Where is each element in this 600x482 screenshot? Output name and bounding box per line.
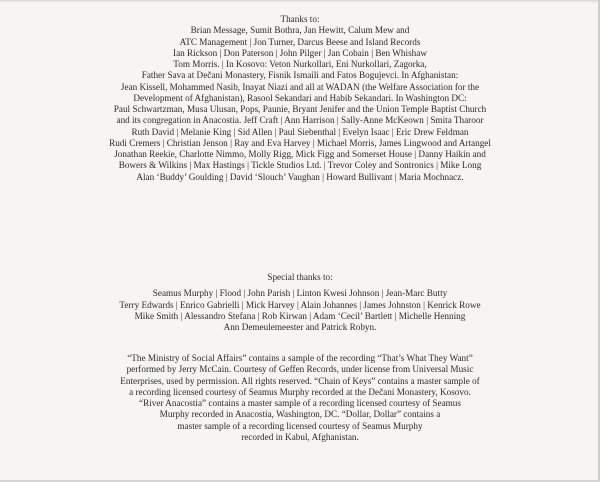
sample-credit-line: performed by Jerry McCain. Courtesy of Geffen Records, under license from Universal Music	[126, 364, 474, 375]
thanks-line: Development of Afghanistan), Rasool Sekandari and Habib Sekandari. In Washington DC:	[133, 92, 467, 103]
thanks-line: Father Sava at Dečani Monastery, Fisnik Ismaili and Fatos Bogujevci. In Afghanistan:	[141, 70, 459, 81]
sample-credit-line: “The Ministry of Social Affairs” contains a sample of the recording “That’s What They Want”	[127, 353, 473, 363]
special-thanks-heading: Special thanks to:	[267, 272, 333, 282]
thanks-line: Paul Schwartzman, Musa Ulusan, Pops, Paunie, Bryant Jenifer and the Union Temple Baptist Church	[113, 104, 487, 114]
sample-credit-line: master sample of a recording licensed courtesy of Seamus Murphy	[177, 420, 423, 431]
thanks-line: Ruth David | Melanie King | Sid Allen | Paul Siebenthal | Evelyn Isaac | Eric Drew Feldman	[131, 126, 469, 137]
thanks-line: Bowers & Wilkins | Max Hastings | Tickle Studios Ltd. | Trevor Coley and Sontronics | Mike Long	[118, 160, 482, 171]
sample-credits-section	[40, 353, 560, 443]
thanks-line: Tom Morris. | In Kosovo: Veton Nurkollari, Eni Nurkollari, Zagorka,	[173, 59, 427, 69]
special-thanks-line: Mike Smith | Alessandro Stefana | Rob Kirwan | Adam ‘Cecil’ Bartlett | Michelle Henning	[134, 310, 466, 321]
page-top-edge	[0, 0, 600, 3]
thanks-line: Brian Message, Sumit Bothra, Jan Hewitt, Calum Mew and	[190, 25, 410, 36]
thanks-heading: Thanks to:	[280, 14, 320, 24]
thanks-line: and its congregation in Anacostia. Jeff Craft | Ann Harrison | Sally-Anne McKeown | Smita Tharoor	[116, 115, 484, 126]
thanks-line: Ian Rickson | Don Paterson | John Pilger | Jan Cobain | Ben Whishaw	[173, 47, 427, 58]
thanks-section	[40, 14, 560, 183]
special-thanks-line: Ann Demeulemeester and Patrick Robyn.	[223, 322, 377, 332]
special-thanks-line: Seamus Murphy | Flood | John Parish | Linton Kwesi Johnson | Jean-Marc Butty	[152, 288, 448, 299]
thanks-line: Jonathan Reekie, Charlotte Nimmo, Molly Rigg, Mick Figg and Somerset House | Danny Haikin and	[114, 149, 486, 159]
sample-credit-line: Murphy recorded in Anacostia, Washington, DC. “Dollar, Dollar” contains a	[159, 409, 441, 420]
special-thanks-section	[40, 272, 560, 333]
sample-credit-line: Enterprises, used by permission. All rights reserved. “Chain of Keys” contains a master sample of	[120, 375, 480, 386]
sample-credit-line: recorded in Kabul, Afghanistan.	[241, 431, 359, 442]
thanks-line: Jean Kissell, Mohammed Nasib, Inayat Niazi and all at WADAN (the Welfare Association for the	[120, 81, 480, 92]
sample-credit-line: a recording licensed courtesy of Seamus Murphy recorded at the Dečani Monastery, Kosovo.	[129, 386, 471, 397]
special-thanks-line: Terry Edwards | Enrico Gabrielli | Mick Harvey | Alain Johannes | James Johnston | Kenrick Rowe	[119, 299, 481, 310]
thanks-line: ATC Management | Jon Turner, Darcus Beese and Island Records	[179, 36, 421, 47]
thanks-line: Rudi Cremers | Christian Jenson | Ray and Eva Harvey | Michael Morris, James Lingwood and Artangel	[109, 137, 491, 148]
sample-credit-line: “River Anacostia” contains a master sample of a recording licensed courtesy of Seamus	[139, 398, 461, 408]
thanks-line: Alan ‘Buddy’ Goulding | David ‘Slouch’ Vaughan | Howard Bullivant | Maria Mochnacz.	[136, 171, 464, 182]
